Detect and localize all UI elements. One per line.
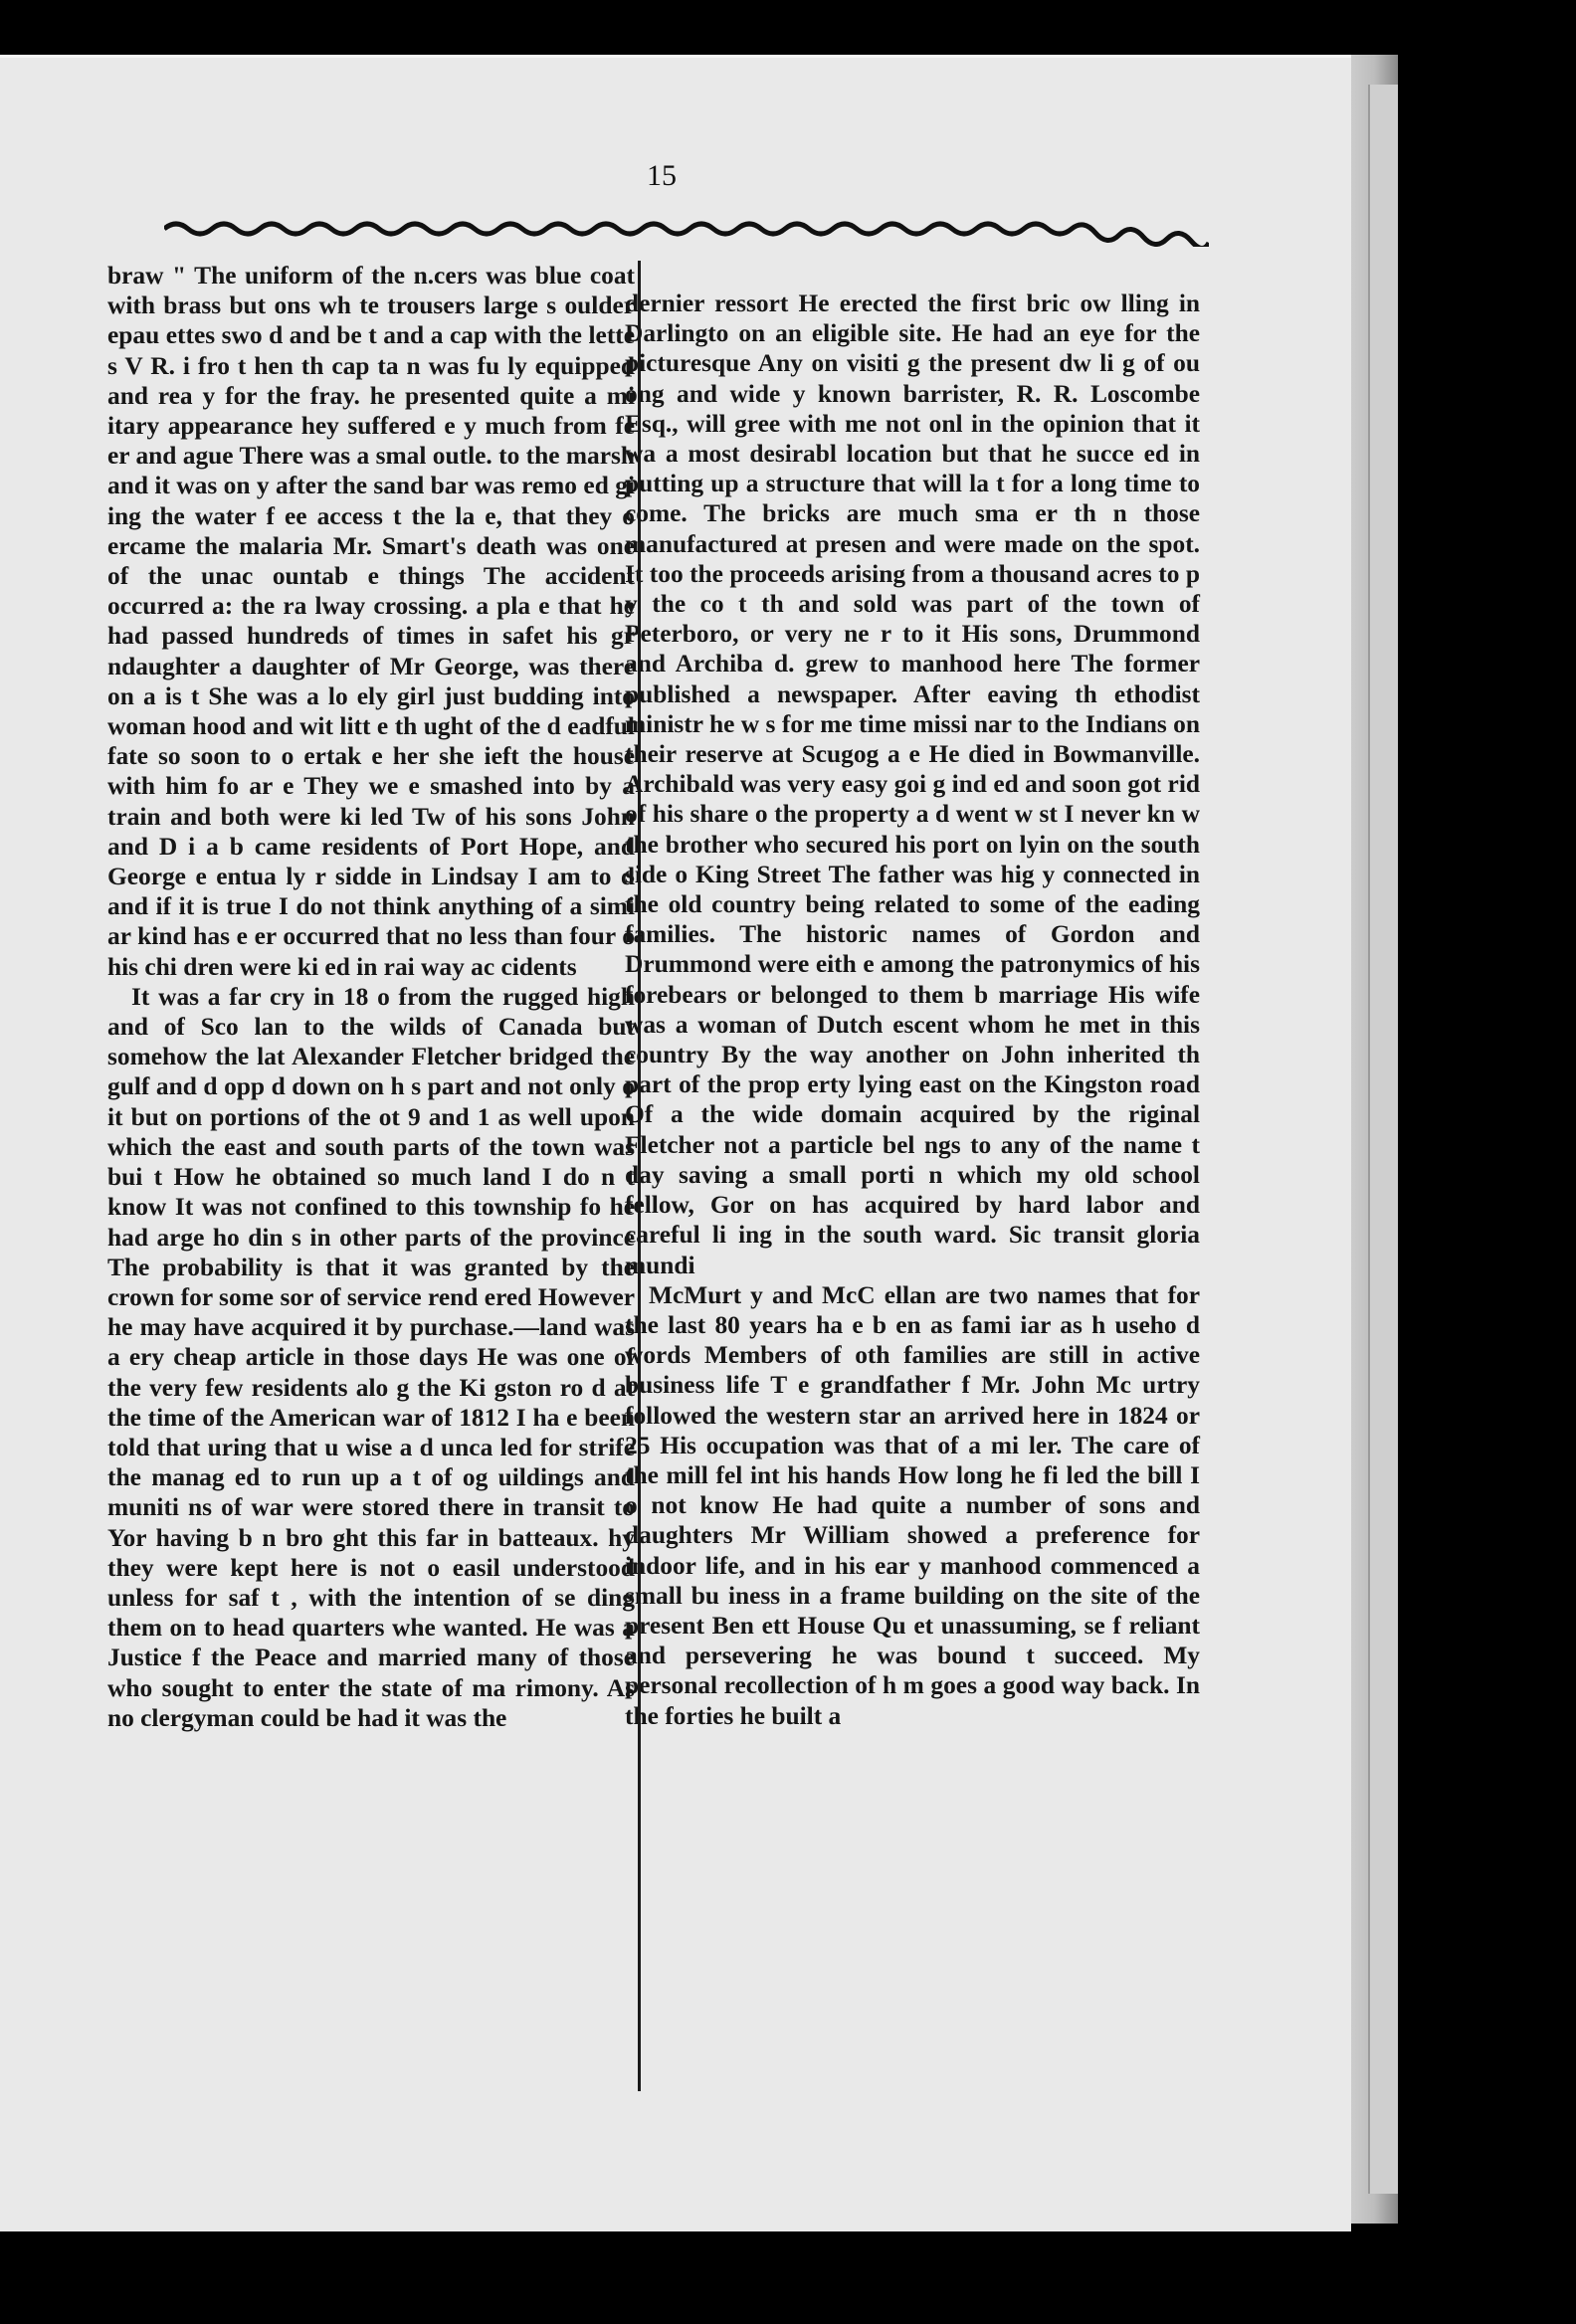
- right-column: [625, 289, 1200, 1731]
- right-paragraph-1: dernier ressort He erected the first bric ow lling in Darlingto on an eligible site. He had an eye for the picturesque Any on visiti g the present dw li g of ou ong and wide y known barrister, R. R. Loscombe Esq., will gree with me not onl in the opinion that it wa a most desirabl location but that he succe ed in putting up a structure that will la t for a long time to come. The bricks are much sma er th n those manufactured at presen and were made on the spot. It too the proceeds arising from a thousand acres to p y the co t th and sold was part of the town of Peterboro, or very ne r to it His sons, Drummond and Archiba d. grew to manhood here The former published a newspaper. After eaving th ethodist ministr he w s for me time missi nar to the Indians on their reserve at Scugog a e He died in Bowmanville. Archibald was very easy goi g ind ed and soon got rid of his share o the property a d went w st I never kn w the brother who secured his port on lyin on the south side o King Street The father was hig y connected in the old country being related to some of the eading families. The historic names of Gordon and Drummond were eith e among the patronymics of his forebears or belonged to them b marriage His wife was a woman of Dutch escent whom he met in this country By the way another on John inherited th part of the prop erty lying east on the Kingston road Of a the wide domain acquired by the riginal Fletcher not a particle bel ngs to any of the name t day saving a small porti n which my old school fellow, Gor on has acquired by hard labor and careful li ing in the south ward. Sic transit gloria mundi: [625, 290, 1200, 1279]
- page-edge: [1368, 85, 1398, 2194]
- decorative-wavy-rule: [164, 217, 1209, 247]
- left-paragraph-2: It was a far cry in 18 o from the rugged high and of Sco lan to the wilds of Canada but somehow the lat Alexander Fletcher bridged the gulf and d opp d down on h s part and not only o it but on portions of the ot 9 and 1 as well upon which the east and south parts of the town was bui t How he obtained so much land I do n t know It was not confined to this township fo he had arge ho din s in other parts of the province The probability is that it was granted by the crown for some sor of service rend ered However he may have acquired it by purchase.—land was a ery cheap article in those days He was one of the very few residents alo g the Ki gston ro d at the time of the American war of 1812 I ha e been told that uring that u wise a d unca led for strife the manag ed to run up a t of og uildings and muniti ns of war were stored there in transit to Yor having b n bro ght this far in batteaux. hy they were kept here is not o easil understood unless for saf t , with the intention of se ding them on to head quarters whe wanted. He was a Justice f the Peace and married many of those who sought to enter the state of ma rimony. As no clergyman could be had it was the: [107, 982, 635, 1732]
- left-paragraph-1: braw " The uniform of the n.cers was blue coat with brass but ons wh te trousers large s oulder epau ettes swo d and be t and a cap with the lette s V R. i fro t hen th cap ta n was fu ly equipped and rea y for the fray. he presented quite a mi itary appearance hey suffered e y much from fe er and ague There was a smal outle. to the marsh and it was on y after the sand bar was remo ed gi ing the water f ee access t the la e, that they o ercame the malaria Mr. Smart's death was one of the unac ountab e things The accident occurred a: the ra lway crossing. a pla e that he had passed hundreds of times in safet his gr ndaughter a daughter of Mr George, was there on a is t She was a lo ely girl just budding into woman hood and wit litt e th ught of the d eadful fate so soon to o ertak e her she ieft the house with him fo ar e They we e smashed into by a train and both were ki led Tw of his sons John and D i a b came residents of Port Hope, and George e entua ly r sidde in Lindsay I am to d and if it is true I do not think anything of a simi ar kind has e er occurred that no less than four o his chi dren were ki ed in rai way ac cidents: [107, 262, 635, 981]
- page-number: 15: [647, 159, 677, 192]
- right-paragraph-2: McMurt y and McC ellan are two names that for the last 80 years ha e b en as fami iar as h useho d words Members of oth families are still in active business life T e grandfather f Mr. John Mc urtry followed the western star an arrived here in 1824 or 25 His occupation was that of a mi ler. The care of the mill fel int his hands How long he fi led the bill I o not know He had quite a number of sons and daughters Mr William showed a preference for indoor life, and in his ear y manhood commenced a small bu iness in a frame building on the site of the present Ben ett House Qu et unassuming, se f reliant and persevering he was bound t succeed. My personal recollection of h m goes a good way back. In the forties he built a: [625, 1280, 1200, 1730]
- left-column: [107, 261, 635, 1733]
